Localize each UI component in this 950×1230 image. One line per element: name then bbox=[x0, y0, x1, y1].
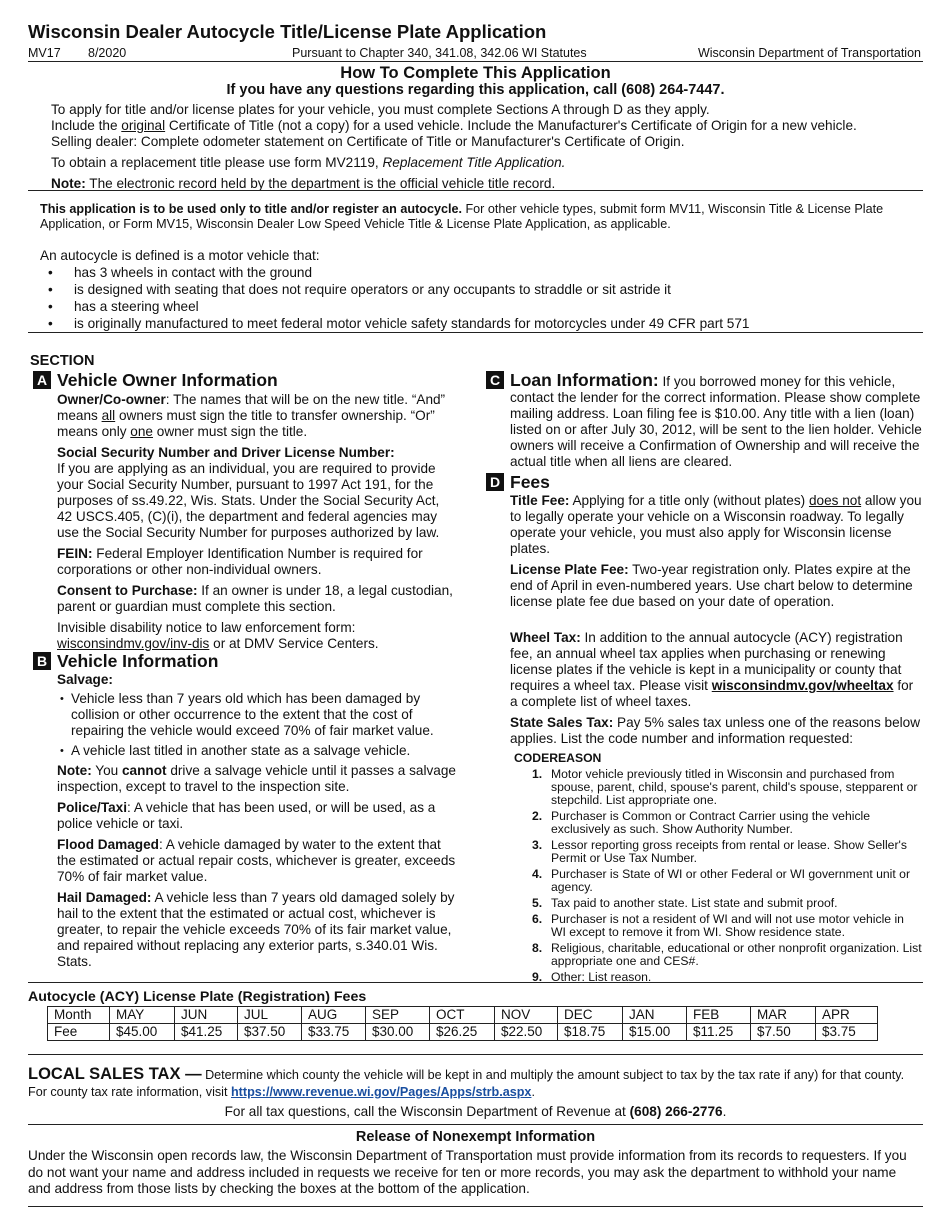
code-row bbox=[514, 868, 922, 894]
header-divider bbox=[28, 61, 923, 62]
month-cell: JUN bbox=[175, 1007, 238, 1024]
form-number: MV17 bbox=[28, 46, 61, 60]
text-span: Two-year registration only. Plates expire at the end of April in even-numbered years. Use chart below to determine license plate fee due based on your date of operation. bbox=[510, 562, 913, 609]
divider bbox=[28, 190, 923, 191]
plate-fee-text bbox=[510, 562, 922, 610]
text-span: FEIN: bbox=[57, 546, 93, 561]
code-number: 1. bbox=[532, 767, 543, 781]
ssn-label: Social Security Number and Driver License Number: bbox=[57, 445, 395, 460]
code-reason: Tax paid to another state. List state and submit proof. bbox=[551, 896, 838, 910]
code-row bbox=[514, 810, 922, 836]
dor-call-line bbox=[28, 1104, 923, 1120]
autocycle-definition bbox=[40, 248, 920, 265]
police-text bbox=[57, 800, 458, 832]
text-span: Pay 5% sales tax unless one of the reasons below applies. List the code number and information requested: bbox=[510, 715, 921, 746]
fee-header: Fee bbox=[48, 1024, 110, 1041]
divider bbox=[28, 1124, 923, 1125]
disability-text: Invisible disability notice to law enforcement form: bbox=[57, 620, 356, 635]
code-number: 5. bbox=[532, 896, 543, 910]
month-header: Month bbox=[48, 1007, 110, 1024]
text-span: Applying for a title only (without plates) bbox=[569, 493, 809, 508]
sales-tax-codes bbox=[486, 752, 922, 984]
code-row bbox=[514, 897, 922, 910]
code-row bbox=[514, 942, 922, 968]
section-c-body bbox=[486, 371, 922, 470]
section-d-badge: D bbox=[486, 473, 504, 491]
text-span: Determine which county the vehicle will be kept in and multiply the amount subject to tax by the tax rate if any) for that county. For county tax rate information, visit bbox=[28, 1068, 905, 1099]
wheel-tax-text bbox=[510, 630, 922, 710]
release-text: Under the Wisconsin open records law, the Wisconsin Department of Transportation must provide information from its records to requesters. If you do not want your name and address included in requests we receive for ten or more records, you may ask the department to withhold your name and address from those lists by checking the boxes at the bottom of the application. bbox=[28, 1148, 907, 1196]
howto-line bbox=[51, 118, 921, 134]
text-span: Title Fee: bbox=[510, 493, 570, 508]
code-reason: Other: List reason. bbox=[551, 970, 652, 984]
howto-line: Selling dealer: Complete odometer statement on Certificate of Title or Manufacturer's Certificate of Origin. bbox=[51, 134, 685, 149]
fee-cell: $15.00 bbox=[623, 1024, 687, 1041]
code-header: CODE bbox=[514, 751, 550, 765]
section-a-heading bbox=[33, 371, 458, 390]
fee-cell: $7.50 bbox=[751, 1024, 816, 1041]
text-span: or at DMV Service Centers. bbox=[209, 636, 379, 651]
fee-cell: $45.00 bbox=[110, 1024, 175, 1041]
text-span: Police/Taxi bbox=[57, 800, 128, 815]
code-number: 2. bbox=[532, 809, 543, 823]
title-fee-text bbox=[510, 493, 922, 557]
section-c-title: Loan Information: bbox=[510, 370, 659, 390]
text-span: : A vehicle that has been used, or will be used, as a police vehicle or taxi. bbox=[57, 800, 436, 831]
text-span: original bbox=[121, 118, 166, 133]
fee-cell: $3.75 bbox=[816, 1024, 878, 1041]
text-span: The electronic record held by the department is the official vehicle title record. bbox=[85, 176, 556, 191]
code-reason: Purchaser is State of WI or other Federal or WI government unit or agency. bbox=[551, 867, 911, 894]
owner-text bbox=[57, 392, 458, 440]
text-span: State Sales Tax: bbox=[510, 715, 614, 730]
section-b-title: Vehicle Information bbox=[57, 651, 219, 671]
code-row bbox=[514, 913, 922, 939]
section-a-title: Vehicle Owner Information bbox=[57, 370, 278, 390]
divider bbox=[28, 982, 923, 983]
reason-header: REASON bbox=[549, 751, 602, 765]
fein-text bbox=[57, 546, 458, 578]
form-title: Wisconsin Dealer Autocycle Title/License Plate Application bbox=[28, 21, 547, 42]
month-cell: OCT bbox=[430, 1007, 495, 1024]
month-cell: MAR bbox=[751, 1007, 816, 1024]
text-span: drive a salvage vehicle until it passes a salvage inspection, except to travel to the inspection site. bbox=[57, 763, 456, 794]
month-cell: FEB bbox=[687, 1007, 751, 1024]
fee-cell: $30.00 bbox=[366, 1024, 430, 1041]
section-b-body bbox=[33, 672, 458, 970]
fee-table-title: Autocycle (ACY) License Plate (Registration) Fees bbox=[28, 989, 367, 1005]
fee-cell: $37.50 bbox=[238, 1024, 302, 1041]
text-span: : A vehicle damaged by water to the extent that the estimated or actual repair costs, whichever is greater, exceeds 70% of fair market value. bbox=[57, 837, 456, 884]
dor-phone: (608) 266-2776 bbox=[629, 1104, 723, 1119]
flood-text bbox=[57, 837, 458, 885]
salvage-list bbox=[57, 691, 458, 759]
text-span: owner must sign the title. bbox=[152, 424, 308, 439]
fee-cell: $22.50 bbox=[495, 1024, 558, 1041]
code-number: 9. bbox=[532, 970, 543, 984]
section-d-heading bbox=[486, 473, 922, 492]
text-span: cannot bbox=[122, 763, 167, 778]
howto-line: To apply for title and/or license plates for your vehicle, you must complete Sections A through D as they apply. bbox=[51, 102, 710, 117]
divider bbox=[28, 1206, 923, 1207]
text-span: . bbox=[531, 1085, 535, 1099]
code-number: 4. bbox=[532, 867, 543, 881]
section-d-title: Fees bbox=[510, 472, 550, 492]
code-reason: Motor vehicle previously titled in Wisconsin and purchased from spouse, parent, child, spouse's parent, child's spouse, stepparent or stepchild. List appropriate one. bbox=[551, 767, 918, 807]
disability-link-line bbox=[57, 636, 458, 652]
divider bbox=[28, 332, 923, 333]
month-cell: MAY bbox=[110, 1007, 175, 1024]
section-c bbox=[486, 371, 922, 470]
fee-row bbox=[48, 1024, 878, 1041]
list-item: • has a steering wheel bbox=[28, 299, 923, 316]
code-reason: Purchaser is not a resident of WI and will not use motor vehicle in WI except to remove it from WI. Show residence state. bbox=[551, 912, 904, 939]
section-label: SECTION bbox=[30, 353, 95, 369]
ssn-text: If you are applying as an individual, you are required to provide your Social Security Number, pursuant to 1997 Act 191, for the purposes of ss.49.22, Wis. Stats. Under the Social Security Act, 42 USCS.405, (C)(i), the department and federal agencies may use the Social Security Number for purposes authorized by law. bbox=[57, 461, 440, 540]
text-span: For all tax questions, call the Wisconsin Department of Revenue at bbox=[224, 1104, 630, 1119]
local-sales-tax bbox=[28, 1066, 918, 1101]
dor-tax-rate-link[interactable]: https://www.revenue.wi.gov/Pages/Apps/strb.aspx bbox=[230, 1085, 532, 1099]
autocycle-list bbox=[28, 265, 923, 333]
fee-cell: $11.25 bbox=[687, 1024, 751, 1041]
list-item: • A vehicle last titled in another state as a salvage vehicle. bbox=[57, 743, 458, 759]
section-a-body bbox=[33, 392, 458, 652]
text-span: Note: bbox=[57, 763, 92, 778]
autocycle-intro: An autocycle is defined is a motor vehicle that: bbox=[40, 248, 320, 263]
month-cell: NOV bbox=[495, 1007, 558, 1024]
fee-cell: $33.75 bbox=[302, 1024, 366, 1041]
month-cell: APR bbox=[816, 1007, 878, 1024]
text-span: If an owner is under 18, a legal custodian, parent or guardian must complete this section. bbox=[57, 583, 453, 614]
month-cell: JUL bbox=[238, 1007, 302, 1024]
section-c-badge: C bbox=[486, 371, 504, 389]
code-number: 3. bbox=[532, 838, 543, 852]
month-cell: JAN bbox=[623, 1007, 687, 1024]
text-span: allow you to legally operate your vehicle on a Wisconsin roadway. To legally operate your vehicle, you must also apply for Wisconsin license plates. bbox=[510, 493, 922, 556]
text-span: Include the bbox=[51, 118, 122, 133]
month-row bbox=[48, 1007, 878, 1024]
salvage-note bbox=[57, 763, 458, 795]
release-heading: Release of Nonexempt Information bbox=[355, 1129, 596, 1145]
agency-name: Wisconsin Department of Transportation bbox=[697, 46, 921, 60]
text-span: Note: bbox=[51, 176, 86, 191]
text-span: Federal Employer Identification Number is required for corporations or other non-individual owners. bbox=[57, 546, 423, 577]
section-b bbox=[33, 652, 458, 975]
text-span: owners must sign the title to transfer ownership. “Or” means only bbox=[57, 408, 435, 439]
disability-link[interactable]: wisconsindmv.gov/inv-dis bbox=[57, 636, 210, 651]
section-a-badge: A bbox=[33, 371, 51, 389]
code-row bbox=[514, 839, 922, 865]
text-span: To obtain a replacement title please use form MV2119, bbox=[51, 155, 383, 170]
list-item: • is designed with seating that does not require operators or any occupants to straddle or sit astride it bbox=[28, 282, 923, 299]
section-c-text: If you borrowed money for this vehicle, contact the lender for the correct information. Please show complete mailing address. Loan filing fee is $10.00. Any title with a lien (loan) listed on or after July 30, 2012, will be sent to the lien holder. Vehicle owners will receive a Confirmation of Ownership and will receive the actual title when all liens are cleared. bbox=[510, 374, 922, 469]
code-row bbox=[514, 768, 922, 807]
text-span: Flood Damaged bbox=[57, 837, 159, 852]
codes-header bbox=[514, 752, 922, 765]
sales-tax-text bbox=[510, 715, 922, 747]
questions-line: If you have any questions regarding this application, call (608) 264-7447. bbox=[226, 82, 725, 98]
fee-cell: $41.25 bbox=[175, 1024, 238, 1041]
text-span: for a complete list of wheel taxes. bbox=[510, 678, 914, 709]
text-span: Owner/Co-owner bbox=[57, 392, 166, 407]
text-span: Consent to Purchase: bbox=[57, 583, 198, 598]
code-reason: Purchaser is Common or Contract Carrier using the vehicle exclusively as such. Show Authority Number. bbox=[551, 809, 871, 836]
list-item: • has 3 wheels in contact with the ground bbox=[28, 265, 923, 282]
text-span: . bbox=[722, 1104, 727, 1119]
form-date: 8/2020 bbox=[88, 46, 127, 60]
month-cell: AUG bbox=[302, 1007, 366, 1024]
text-span: You bbox=[91, 763, 122, 778]
text-span: Certificate of Title (not a copy) for a used vehicle. Include the Manufacturer's Certificate of Origin for a new vehicle. bbox=[165, 118, 857, 133]
text-span: Replacement Title Application. bbox=[382, 155, 566, 170]
section-d-body bbox=[486, 493, 922, 747]
section-b-heading bbox=[33, 652, 458, 671]
text-span: Wheel Tax: bbox=[510, 630, 581, 645]
salvage-label: Salvage: bbox=[57, 672, 113, 687]
howto-line bbox=[51, 155, 921, 171]
fee-cell: $26.25 bbox=[430, 1024, 495, 1041]
section-d bbox=[486, 473, 922, 987]
month-cell: SEP bbox=[366, 1007, 430, 1024]
consent-text bbox=[57, 583, 458, 615]
month-cell: DEC bbox=[558, 1007, 623, 1024]
text-span: : The names that will be on the new title. “And” means bbox=[57, 392, 446, 423]
text-span: does not bbox=[808, 493, 862, 508]
list-item: • Vehicle less than 7 years old which has been damaged by collision or other occurrence to the extent that the cost of repairing the vehicle would exceed 70% of fair market value. bbox=[57, 691, 458, 739]
text-span: License Plate Fee: bbox=[510, 562, 629, 577]
howto-instructions bbox=[51, 102, 921, 192]
wheeltax-link[interactable]: wisconsindmv.gov/wheeltax bbox=[711, 678, 894, 693]
text-span: one bbox=[130, 424, 153, 439]
code-number: 8. bbox=[532, 941, 543, 955]
text-span: In addition to the annual autocycle (ACY) registration fee, an annual wheel tax applies when purchasing or renewing license plates if the vehicle is kept in a municipality or county that requires a wheel tax. Please visit bbox=[510, 630, 903, 693]
fee-table bbox=[47, 1006, 878, 1041]
fee-cell: $18.75 bbox=[558, 1024, 623, 1041]
statutes-text: Pursuant to Chapter 340, 341.08, 342.06 WI Statutes bbox=[292, 46, 587, 60]
usage-notice bbox=[40, 202, 920, 232]
text-span: This application is to be used only to title and/or register an autocycle. bbox=[40, 202, 462, 216]
code-number: 6. bbox=[532, 912, 543, 926]
divider bbox=[28, 1054, 923, 1055]
text-span: For other vehicle types, submit form MV11, Wisconsin Title & License Plate Application, or Form MV15, Wisconsin Dealer Low Speed Vehicle Title & License Plate Application, as applicable. bbox=[40, 202, 884, 231]
text-span: all bbox=[101, 408, 116, 423]
hail-text bbox=[57, 890, 458, 970]
code-reason: Lessor reporting gross receipts from rental or lease. Show Seller's Permit or Use Tax Number. bbox=[551, 838, 907, 865]
section-a bbox=[33, 371, 458, 657]
section-b-badge: B bbox=[33, 652, 51, 670]
text-span: Hail Damaged: bbox=[57, 890, 152, 905]
list-item: • is originally manufactured to meet federal motor vehicle safety standards for motorcycles under 49 CFR part 571 bbox=[28, 316, 923, 333]
code-reason: Religious, charitable, educational or other nonprofit organization. List appropriate one and CES#. bbox=[551, 941, 922, 968]
howto-heading: How To Complete This Application bbox=[340, 64, 611, 82]
local-tax-heading: LOCAL SALES TAX — bbox=[28, 1065, 202, 1083]
text-span: A vehicle less than 7 years old damaged solely by hail to the extent that the estimated or actual cost, whichever is greater, to repair the vehicle exceeds 70% of its fair market value, and repaired without replacing any exterior parts, s.340.01 Wis. Stats. bbox=[57, 890, 455, 969]
